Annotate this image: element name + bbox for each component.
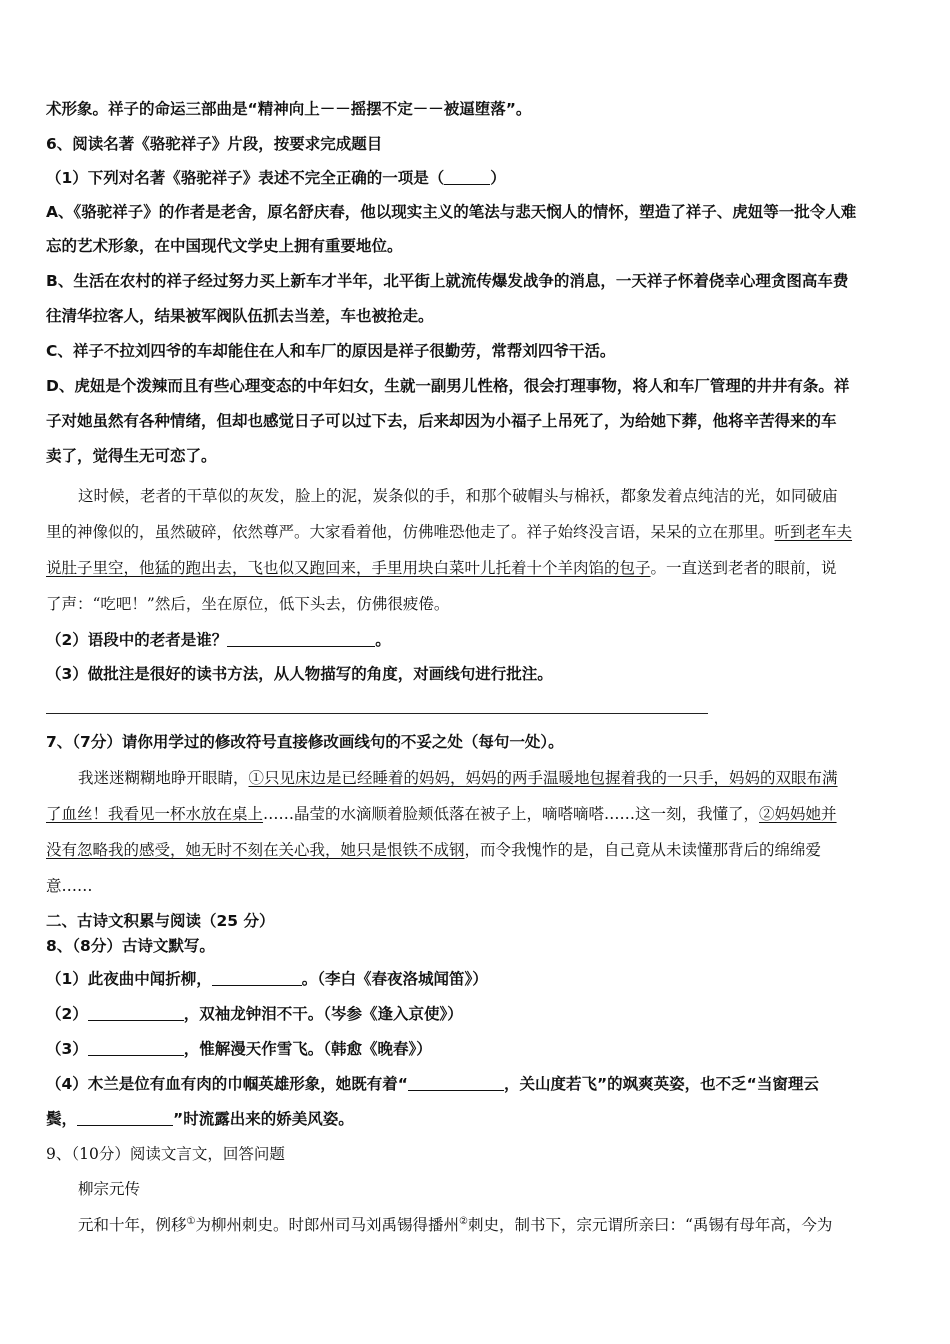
text-span: 为柳州刺史。时郎州司马刘禹锡得播州 <box>195 1216 459 1235</box>
footnote-marker: ① <box>186 1216 196 1227</box>
underlined-sentence: 听到老车夫 <box>774 523 853 541</box>
question-8-part-1 <box>46 969 904 989</box>
q7-passage-line-4: 意…… <box>46 877 93 895</box>
answer-blank[interactable] <box>88 1005 184 1021</box>
q7-passage-line-2 <box>46 804 904 824</box>
option-d-line-2: 子对她虽然有各种情绪，但却也感觉日子可以过下去，后来却因为小福子上吊死了，为给她下葬，他将辛苦得来的车 <box>46 412 837 430</box>
question-7-heading: 7、（7分）请你用学过的修改符号直接修改画线句的不妥之处（每句一处）。 <box>46 733 564 751</box>
question-6-part-2 <box>46 630 904 650</box>
option-a-line-2: 忘的艺术形象，在中国现代文学史上拥有重要地位。 <box>46 237 403 255</box>
question-8-heading: 8、（8分）古诗文默写。 <box>46 937 215 955</box>
question-8-part-4-line-1 <box>46 1074 904 1094</box>
text-span: （1）此夜曲中闻折柳， <box>46 970 212 988</box>
underlined-sentence-2: ②妈妈她并 <box>759 805 837 823</box>
option-c: C、祥子不拉刘四爷的车却能住在人和车厂的原因是祥子很勤劳，常帮刘四爷干活。 <box>46 342 616 360</box>
text-span: 。（李白《春夜洛城闻笛》） <box>301 970 488 988</box>
answer-blank[interactable] <box>227 631 375 647</box>
text-span: （4）木兰是位有血有肉的巾帼英雄形象，她既有着“ <box>46 1075 408 1093</box>
text-span: ，双袖龙钟泪不干。（岑参《逢入京使》） <box>183 1005 463 1023</box>
question-9-heading: 9、（10分）阅读文言文，回答问题 <box>46 1145 285 1163</box>
text-span: 我迷迷糊糊地睁开眼睛， <box>78 769 249 787</box>
classical-passage-line-1 <box>78 1212 904 1235</box>
underlined-sentence: 说肚子里空，他猛的跑出去，飞也似又跑回来，手里用块白菜叶儿托着十个羊肉馅的包子 <box>46 559 651 577</box>
answer-blank[interactable] <box>77 1110 173 1126</box>
option-a-line-1: A、《骆驼祥子》的作者是老舍，原名舒庆春，他以现实主义的笔法与悲天悯人的情怀，塑造了祥子、虎妞等一批令人难 <box>46 203 857 221</box>
text-span: 。 <box>375 631 391 649</box>
question-8-part-2 <box>46 1004 904 1024</box>
answer-line[interactable] <box>46 713 708 714</box>
text-span: （2）语段中的老者是谁？ <box>46 631 228 649</box>
footnote-marker: ② <box>459 1216 468 1227</box>
answer-blank[interactable] <box>212 970 302 986</box>
text-span: （2） <box>46 1005 88 1023</box>
text-span: ，而令我愧怍的是，自己竟从未读懂那背后的绵绵爱 <box>464 841 822 859</box>
question-6-heading: 6、阅读名著《骆驼祥子》片段，按要求完成题目 <box>46 135 383 153</box>
text-span: （1）下列对名著《骆驼祥子》表述不完全正确的一项是（ <box>46 169 445 187</box>
text-span: ，惟解漫天作雪飞。（韩愈《晚春》） <box>183 1040 432 1058</box>
section-2-heading: 二、古诗文积累与阅读（25 分） <box>46 912 275 930</box>
answer-blank[interactable] <box>408 1075 504 1091</box>
option-b-line-1: B、生活在农村的祥子经过努力买上新车才半年，北平街上就流传爆发战争的消息，一天祥子怀着侥幸心理贪图高车费 <box>46 272 849 290</box>
option-d-line-1: D、虎妞是个泼辣而且有些心理变态的中年妇女，生就一副男儿性格，很会打理事物，将人和车厂管理的井井有条。祥 <box>46 377 850 395</box>
text-span: 刺史，制书下，宗元谓所亲曰：“禹锡有母年高，今为 <box>467 1216 833 1235</box>
text-span: 元和十年，例移 <box>78 1216 187 1235</box>
underlined-sentence-1: ①只见床边是已经睡着的妈妈，妈妈的两手温暖地包握着我的一只手，妈妈的双眼布满 <box>248 769 838 787</box>
question-8-part-3 <box>46 1039 904 1059</box>
text-span: 鬓， <box>46 1110 78 1128</box>
text-span: ……晶莹的水滴顺着脸颊低落在被子上，嘀嗒嘀嗒……这一刻，我懂了， <box>263 805 760 823</box>
text-span: 。一直送到老者的眼前，说 <box>650 559 837 577</box>
passage-line-2 <box>46 522 904 542</box>
text-line: 术形象。祥子的命运三部曲是“精神向上－－摇摆不定－－被逼堕落”。 <box>46 100 532 118</box>
passage-line-3 <box>46 558 904 578</box>
text-span: ”时流露出来的娇美风姿。 <box>173 1110 354 1128</box>
answer-blank[interactable] <box>444 169 490 185</box>
q7-passage-line-1 <box>78 768 904 788</box>
answer-blank[interactable] <box>88 1040 184 1056</box>
passage-line-1: 这时候，老者的干草似的灰发，脸上的泥，炭条似的手，和那个破帽头与棉袄，都象发着点纯洁的光，如同破庙 <box>78 487 838 505</box>
q7-passage-line-3 <box>46 840 904 860</box>
option-d-line-3: 卖了，觉得生无可恋了。 <box>46 447 217 465</box>
text-span: （3） <box>46 1040 88 1058</box>
text-span: 里的神像似的，虽然破碎，依然尊严。大家看着他，仿佛唯恐他走了。祥子始终没言语，呆呆的立在那里。 <box>46 523 775 541</box>
text-span: ，关山度若飞”的飒爽英姿，也不乏“当窗理云 <box>503 1075 819 1093</box>
question-6-part-1 <box>46 168 904 188</box>
question-6-part-3: （3）做批注是很好的读书方法，从人物描写的角度，对画线句进行批注。 <box>46 665 553 683</box>
passage-line-4: 了声：“吃吧！”然后，坐在原位，低下头去，仿佛很疲倦。 <box>46 595 450 613</box>
underlined-sentence-2: 没有忽略我的感受，她无时不刻在关心我，她只是恨铁不成钢 <box>46 841 465 859</box>
text-span: ） <box>490 169 506 187</box>
underlined-sentence-1: 了血丝！我看见一杯水放在桌上 <box>46 805 264 823</box>
passage-title: 柳宗元传 <box>78 1180 141 1198</box>
question-8-part-4-line-2 <box>46 1109 904 1129</box>
option-b-line-2: 往清华拉客人，结果被军阀队伍抓去当差，车也被抢走。 <box>46 307 434 325</box>
